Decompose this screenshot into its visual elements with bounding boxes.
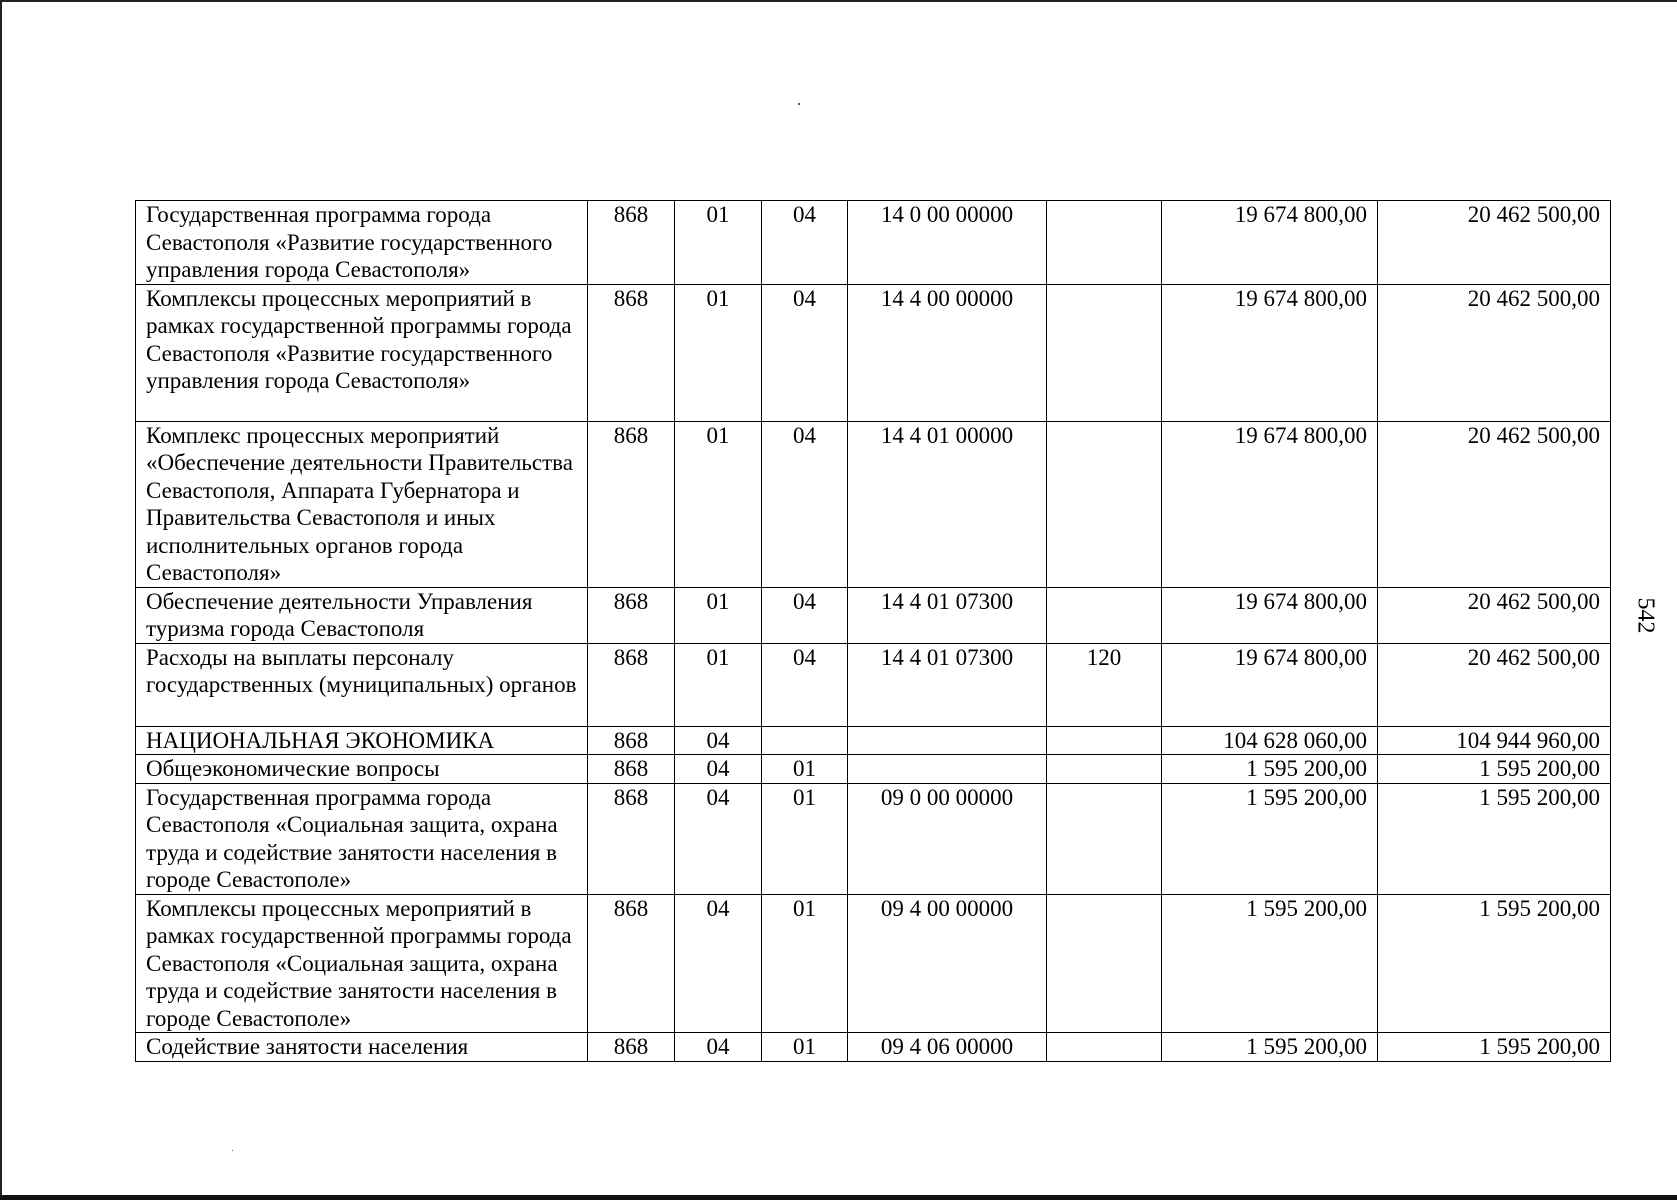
row-name: Обеспечение деятельности Управления туризма города Севастополя (136, 587, 588, 643)
row-vr (1047, 755, 1162, 784)
row-vr (1047, 587, 1162, 643)
row-vr (1047, 726, 1162, 755)
row-sum-1: 19 674 800,00 (1162, 201, 1378, 285)
row-rz: 01 (675, 284, 762, 421)
row-sum-1: 1 595 200,00 (1162, 755, 1378, 784)
row-name: Комплекс процессных мероприятий «Обеспечение деятельности Правительства Севастополя, Аппарата Губернатора и Правительства Севастополя и иных исполнительных органов города Севастополя» (136, 421, 588, 587)
table-row (136, 201, 1611, 285)
row-rz: 01 (675, 201, 762, 285)
row-pr: 04 (762, 587, 848, 643)
row-ved: 868 (588, 726, 675, 755)
scan-speck (798, 103, 800, 105)
row-sum-1: 1 595 200,00 (1162, 783, 1378, 894)
row-csr: 14 4 01 00000 (848, 421, 1047, 587)
row-sum-2: 20 462 500,00 (1378, 421, 1611, 587)
table-row (136, 755, 1611, 784)
row-name: Государственная программа города Севастополя «Социальная защита, охрана труда и содействие занятости населения в городе Севастополе» (136, 783, 588, 894)
row-csr: 09 4 00 00000 (848, 894, 1047, 1033)
row-csr: 14 0 00 00000 (848, 201, 1047, 285)
row-sum-1: 19 674 800,00 (1162, 587, 1378, 643)
row-csr (848, 726, 1047, 755)
scan-speck (232, 1150, 233, 1151)
row-sum-1: 1 595 200,00 (1162, 1033, 1378, 1062)
row-name: НАЦИОНАЛЬНАЯ ЭКОНОМИКА (136, 726, 588, 755)
row-pr: 04 (762, 643, 848, 726)
row-vr (1047, 421, 1162, 587)
table-row (136, 643, 1611, 726)
row-ved: 868 (588, 421, 675, 587)
row-pr: 04 (762, 421, 848, 587)
row-vr (1047, 894, 1162, 1033)
row-vr (1047, 783, 1162, 894)
row-ved: 868 (588, 783, 675, 894)
row-sum-1: 19 674 800,00 (1162, 421, 1378, 587)
scan-edge-bottom (0, 1195, 1677, 1200)
table-row (136, 587, 1611, 643)
row-rz: 01 (675, 587, 762, 643)
row-sum-2: 20 462 500,00 (1378, 587, 1611, 643)
row-rz: 01 (675, 643, 762, 726)
row-sum-2: 1 595 200,00 (1378, 755, 1611, 784)
row-ved: 868 (588, 755, 675, 784)
row-vr (1047, 284, 1162, 421)
row-csr: 14 4 00 00000 (848, 284, 1047, 421)
row-ved: 868 (588, 201, 675, 285)
row-pr: 01 (762, 894, 848, 1033)
row-sum-1: 1 595 200,00 (1162, 894, 1378, 1033)
table-row (136, 421, 1611, 587)
budget-table-container (135, 200, 1611, 1062)
row-vr (1047, 201, 1162, 285)
row-rz: 04 (675, 755, 762, 784)
row-rz: 04 (675, 1033, 762, 1062)
row-name: Общеэкономические вопросы (136, 755, 588, 784)
row-sum-2: 1 595 200,00 (1378, 894, 1611, 1033)
row-csr: 09 0 00 00000 (848, 783, 1047, 894)
table-row (136, 284, 1611, 421)
table-row (136, 726, 1611, 755)
row-pr: 01 (762, 1033, 848, 1062)
row-pr: 04 (762, 284, 848, 421)
table-row (136, 894, 1611, 1033)
row-name: Государственная программа города Севастополя «Развитие государственного управления города Севастополя» (136, 201, 588, 285)
row-name: Расходы на выплаты персоналу государственных (муниципальных) органов (136, 643, 588, 726)
row-vr: 120 (1047, 643, 1162, 726)
scan-edge-top (0, 0, 1677, 2)
row-pr: 01 (762, 783, 848, 894)
row-name: Комплексы процессных мероприятий в рамках государственной программы города Севастополя «Социальная защита, охрана труда и содействие занятости населения в городе Севастополе» (136, 894, 588, 1033)
row-sum-1: 19 674 800,00 (1162, 643, 1378, 726)
row-name: Содействие занятости населения (136, 1033, 588, 1062)
budget-table (135, 200, 1611, 1062)
row-ved: 868 (588, 643, 675, 726)
row-sum-1: 104 628 060,00 (1162, 726, 1378, 755)
row-csr (848, 755, 1047, 784)
row-name: Комплексы процессных мероприятий в рамках государственной программы города Севастополя «Развитие государственного управления города Севастополя» (136, 284, 588, 421)
row-sum-2: 1 595 200,00 (1378, 1033, 1611, 1062)
row-pr (762, 726, 848, 755)
row-sum-1: 19 674 800,00 (1162, 284, 1378, 421)
row-csr: 14 4 01 07300 (848, 643, 1047, 726)
table-row (136, 783, 1611, 894)
page-number: 542 (1632, 597, 1659, 634)
row-pr: 01 (762, 755, 848, 784)
row-sum-2: 1 595 200,00 (1378, 783, 1611, 894)
row-sum-2: 104 944 960,00 (1378, 726, 1611, 755)
row-rz: 04 (675, 894, 762, 1033)
row-sum-2: 20 462 500,00 (1378, 643, 1611, 726)
row-ved: 868 (588, 894, 675, 1033)
row-vr (1047, 1033, 1162, 1062)
row-ved: 868 (588, 284, 675, 421)
row-pr: 04 (762, 201, 848, 285)
row-csr: 09 4 06 00000 (848, 1033, 1047, 1062)
row-rz: 04 (675, 783, 762, 894)
row-sum-2: 20 462 500,00 (1378, 201, 1611, 285)
table-row (136, 1033, 1611, 1062)
row-sum-2: 20 462 500,00 (1378, 284, 1611, 421)
row-rz: 04 (675, 726, 762, 755)
row-ved: 868 (588, 587, 675, 643)
row-rz: 01 (675, 421, 762, 587)
row-csr: 14 4 01 07300 (848, 587, 1047, 643)
row-ved: 868 (588, 1033, 675, 1062)
scan-edge-left (0, 0, 2, 1200)
